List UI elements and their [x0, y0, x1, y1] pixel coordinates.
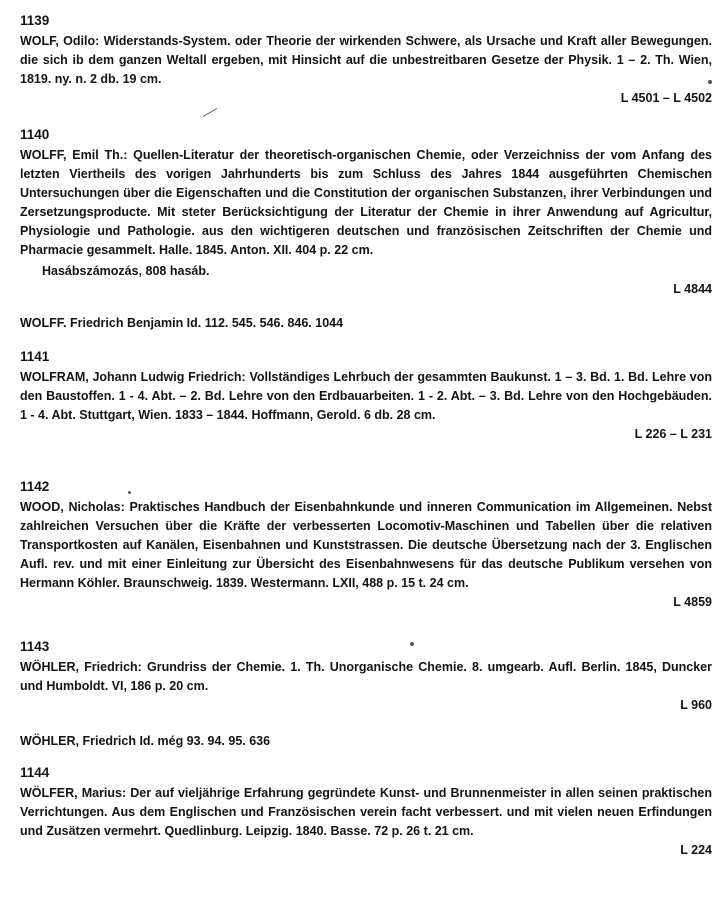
scan-speck [410, 642, 414, 646]
crossref-text: WÖHLER, Friedrich Id. még 93. 94. 95. 636 [20, 734, 271, 748]
entry-text: WOOD, Nicholas: Praktisches Handbuch der Eisenbahnkunde und inneren Communication im Allgemeinen. Nebst zahlreichen Versuchen über die Kräfte der verbesserten Locomotiv-Maschinen und Tabellen über die relativen Transportkosten auf Kanälen, Eisenbahnen und Kunststrassen. Die deutsche Übersetzung nach der 3. Englischen Aufl. rev. und mit einer Einleitung zur Übersicht des Eisenbahnwesens für das deutsche Publikum versehen von Hermann Köhler. Braunschweig. 1839. Westermann. LXII, 488 p. 15 t. 24 cm. [20, 500, 712, 590]
entry-reference: L 4844 [673, 282, 712, 296]
entry-text: WÖHLER, Friedrich: Grundriss der Chemie. 1. Th. Unorganische Chemie. 8. umgearb. Aufl. Berlin. 1845, Duncker und Humboldt. VI, 186 p. 20 cm. [20, 660, 712, 693]
entry-text: WOLF, Odilo: Widerstands-System. oder Theorie der wirkenden Schwere, als Ursache und Kraft aller Bewegungen. die sich ib dem ganzen Weltall ergeben, mit Hinsicht auf die unbestreitbaren Gesetze der Physik. 1 – 2. Th. Wien, 1819. ny. n. 2 db. 19 cm. [20, 34, 712, 86]
entry-number: 1139 [20, 13, 50, 28]
entry-reference: L 960 [680, 698, 712, 712]
crossref-wolff [20, 314, 712, 332]
entry-number: 1141 [20, 349, 50, 364]
scan-speck [128, 491, 131, 494]
entry-note: Hasábszámozás, 808 hasáb. [42, 264, 210, 278]
crossref-wohler [20, 732, 712, 750]
entry-reference: L 226 – L 231 [634, 427, 712, 441]
entry-reference: L 4859 [673, 595, 712, 609]
entry-number: 1144 [20, 765, 50, 780]
scan-speck [708, 80, 712, 84]
entry-1141 [20, 348, 712, 443]
entry-reference: L 4501 – L 4502 [620, 91, 712, 105]
entry-1142 [20, 478, 712, 611]
entry-text: WÖLFER, Marius: Der auf vieljährige Erfahrung gegründete Kunst- und Brunnenmeister in allen seinen praktischen Verrichtungen. Aus dem Englischen und Französischen verein facht verbessert. und mit vielen neuen Erfindungen und Zusätzen vermehrt. Quedlinburg. Leipzig. 1840. Basse. 72 p. 26 t. 21 cm. [20, 786, 712, 838]
entry-number: 1140 [20, 127, 50, 142]
scan-speck [203, 108, 217, 117]
entry-number: 1143 [20, 639, 50, 654]
entry-1144 [20, 764, 712, 859]
entry-number: 1142 [20, 479, 50, 494]
entry-reference: L 224 [680, 843, 712, 857]
entry-1140 [20, 126, 712, 298]
entry-1139 [20, 12, 712, 107]
entry-text: WOLFRAM, Johann Ludwig Friedrich: Vollständiges Lehrbuch der gesammten Baukunst. 1 – 3. Bd. 1. Bd. Lehre von den Baustoffen. 1 - 4. Abt. – 2. Bd. Lehre von den Erdbauarbeiten. 1 - 2. Abt. – 3. Bd. Lehre von den Hochgebäuden. 1 - 4. Abt. Stuttgart, Wien. 1833 – 1844. Hoffmann, Gerold. 6 db. 28 cm. [20, 370, 712, 422]
entry-1143 [20, 638, 712, 714]
entry-text: WOLFF, Emil Th.: Quellen-Literatur der theoretisch-organischen Chemie, oder Verzeichniss der vom Anfang des letzten Viertheils des vorigen Jahrhunderts bis zum Schluss des Jahres 1844 ausgeführten Chemischen Untersuchungen über die Eigenschaften und die Constitution der organischen Substanzen, ihrer Verbindungen und Zersetzungsproducte. Mit steter Berücksichtigung der Literatur der Chemie in ihrer Anwendung auf Agricultur, Physiologie und Pathologie. aus den wichtigeren deutschen und französischen Zeitschriften der Chemie und Pharmacie gesammelt. Halle. 1845. Anton. XII. 404 p. 22 cm. [20, 148, 712, 257]
crossref-text: WOLFF. Friedrich Benjamin Id. 112. 545. 546. 846. 1044 [20, 316, 344, 330]
